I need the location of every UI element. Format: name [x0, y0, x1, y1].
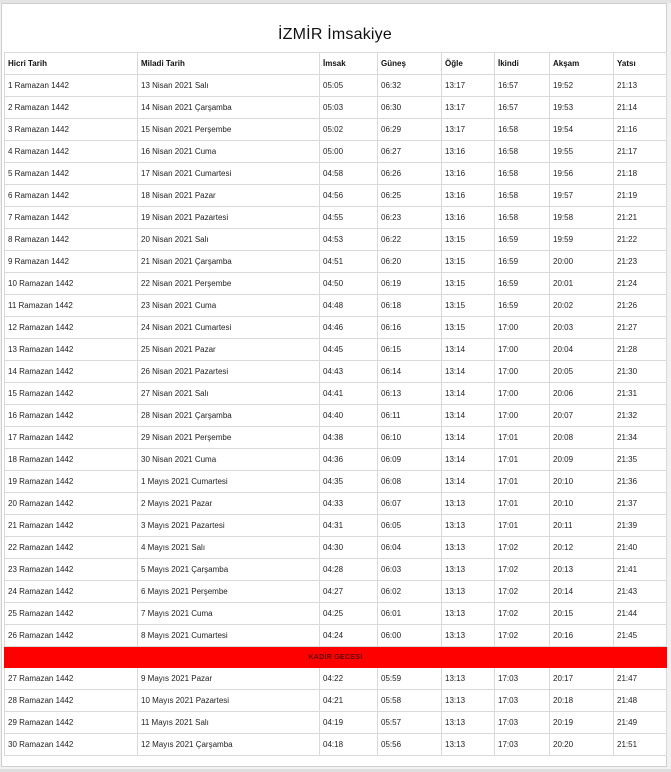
aksam-time-cell: 20:00 — [550, 251, 614, 273]
gunes-time-cell: 06:26 — [378, 163, 442, 185]
ikindi-time-cell: 17:03 — [495, 734, 550, 756]
yatsi-time-cell: 21:34 — [614, 427, 667, 449]
ogle-time-cell: 13:16 — [442, 185, 495, 207]
aksam-time-cell: 20:20 — [550, 734, 614, 756]
column-header-ogle: Öğle — [442, 53, 495, 75]
yatsi-time-cell: 21:14 — [614, 97, 667, 119]
aksam-time-cell: 20:15 — [550, 603, 614, 625]
aksam-time-cell: 20:18 — [550, 690, 614, 712]
yatsi-time-cell: 21:48 — [614, 690, 667, 712]
imsak-time-cell: 04:18 — [320, 734, 378, 756]
table-row — [5, 668, 667, 690]
ikindi-time-cell: 17:01 — [495, 471, 550, 493]
ogle-time-cell: 13:13 — [442, 515, 495, 537]
hicri-date-cell: 25 Ramazan 1442 — [5, 603, 138, 625]
aksam-time-cell: 19:56 — [550, 163, 614, 185]
gunes-time-cell: 06:27 — [378, 141, 442, 163]
aksam-time-cell: 20:19 — [550, 712, 614, 734]
ikindi-time-cell: 16:58 — [495, 207, 550, 229]
ogle-time-cell: 13:16 — [442, 163, 495, 185]
table-row — [5, 141, 667, 163]
yatsi-time-cell: 21:39 — [614, 515, 667, 537]
imsak-time-cell: 04:24 — [320, 625, 378, 647]
table-row — [5, 603, 667, 625]
imsak-time-cell: 05:02 — [320, 119, 378, 141]
miladi-date-cell: 25 Nisan 2021 Pazar — [138, 339, 320, 361]
gunes-time-cell: 06:02 — [378, 581, 442, 603]
column-header-yatsi: Yatsı — [614, 53, 667, 75]
gunes-time-cell: 05:58 — [378, 690, 442, 712]
imsak-time-cell: 04:55 — [320, 207, 378, 229]
page-title: İZMİR İmsakiye — [278, 26, 392, 43]
gunes-time-cell: 06:20 — [378, 251, 442, 273]
imsak-time-cell: 05:05 — [320, 75, 378, 97]
ogle-time-cell: 13:14 — [442, 427, 495, 449]
table-row — [5, 625, 667, 647]
ikindi-time-cell: 16:59 — [495, 295, 550, 317]
gunes-time-cell: 06:25 — [378, 185, 442, 207]
ikindi-time-cell: 16:59 — [495, 229, 550, 251]
hicri-date-cell: 11 Ramazan 1442 — [5, 295, 138, 317]
ogle-time-cell: 13:14 — [442, 405, 495, 427]
ikindi-time-cell: 17:00 — [495, 317, 550, 339]
miladi-date-cell: 24 Nisan 2021 Cumartesi — [138, 317, 320, 339]
table-row — [5, 97, 667, 119]
gunes-time-cell: 06:05 — [378, 515, 442, 537]
aksam-time-cell: 20:17 — [550, 668, 614, 690]
ikindi-time-cell: 17:03 — [495, 690, 550, 712]
aksam-time-cell: 20:10 — [550, 471, 614, 493]
table-row — [5, 734, 667, 756]
ogle-time-cell: 13:17 — [442, 119, 495, 141]
gunes-time-cell: 05:56 — [378, 734, 442, 756]
ogle-time-cell: 13:13 — [442, 625, 495, 647]
table-row — [5, 581, 667, 603]
imsak-time-cell: 04:43 — [320, 361, 378, 383]
miladi-date-cell: 19 Nisan 2021 Pazartesi — [138, 207, 320, 229]
aksam-time-cell: 20:04 — [550, 339, 614, 361]
table-row — [5, 339, 667, 361]
miladi-date-cell: 23 Nisan 2021 Cuma — [138, 295, 320, 317]
ikindi-time-cell: 16:57 — [495, 75, 550, 97]
imsak-time-cell: 04:56 — [320, 185, 378, 207]
imsak-time-cell: 04:41 — [320, 383, 378, 405]
hicri-date-cell: 17 Ramazan 1442 — [5, 427, 138, 449]
ogle-time-cell: 13:16 — [442, 207, 495, 229]
gunes-time-cell: 06:00 — [378, 625, 442, 647]
yatsi-time-cell: 21:45 — [614, 625, 667, 647]
yatsi-time-cell: 21:24 — [614, 273, 667, 295]
aksam-time-cell: 19:52 — [550, 75, 614, 97]
table-row — [5, 75, 667, 97]
ogle-time-cell: 13:13 — [442, 712, 495, 734]
imsak-time-cell: 04:30 — [320, 537, 378, 559]
table-row — [5, 251, 667, 273]
ikindi-time-cell: 17:00 — [495, 383, 550, 405]
ogle-time-cell: 13:13 — [442, 581, 495, 603]
ogle-time-cell: 13:17 — [442, 75, 495, 97]
yatsi-time-cell: 21:32 — [614, 405, 667, 427]
miladi-date-cell: 15 Nisan 2021 Perşembe — [138, 119, 320, 141]
hicri-date-cell: 3 Ramazan 1442 — [5, 119, 138, 141]
gunes-time-cell: 06:29 — [378, 119, 442, 141]
column-header-ikindi: İkindi — [495, 53, 550, 75]
yatsi-time-cell: 21:28 — [614, 339, 667, 361]
miladi-date-cell: 7 Mayıs 2021 Cuma — [138, 603, 320, 625]
ogle-time-cell: 13:13 — [442, 559, 495, 581]
ikindi-time-cell: 16:59 — [495, 273, 550, 295]
miladi-date-cell: 4 Mayıs 2021 Salı — [138, 537, 320, 559]
imsak-time-cell: 05:03 — [320, 97, 378, 119]
imsak-time-cell: 04:45 — [320, 339, 378, 361]
aksam-time-cell: 19:54 — [550, 119, 614, 141]
aksam-time-cell: 19:58 — [550, 207, 614, 229]
yatsi-time-cell: 21:13 — [614, 75, 667, 97]
miladi-date-cell: 26 Nisan 2021 Pazartesi — [138, 361, 320, 383]
table-row — [5, 383, 667, 405]
hicri-date-cell: 28 Ramazan 1442 — [5, 690, 138, 712]
hicri-date-cell: 23 Ramazan 1442 — [5, 559, 138, 581]
table-row — [5, 361, 667, 383]
hicri-date-cell: 30 Ramazan 1442 — [5, 734, 138, 756]
imsak-time-cell: 04:27 — [320, 581, 378, 603]
miladi-date-cell: 11 Mayıs 2021 Salı — [138, 712, 320, 734]
gunes-time-cell: 06:10 — [378, 427, 442, 449]
ikindi-time-cell: 17:02 — [495, 603, 550, 625]
ogle-time-cell: 13:14 — [442, 361, 495, 383]
imsak-time-cell: 05:00 — [320, 141, 378, 163]
yatsi-time-cell: 21:30 — [614, 361, 667, 383]
yatsi-time-cell: 21:37 — [614, 493, 667, 515]
table-row — [5, 471, 667, 493]
miladi-date-cell: 21 Nisan 2021 Çarşamba — [138, 251, 320, 273]
ikindi-time-cell: 17:02 — [495, 625, 550, 647]
hicri-date-cell: 16 Ramazan 1442 — [5, 405, 138, 427]
yatsi-time-cell: 21:23 — [614, 251, 667, 273]
hicri-date-cell: 13 Ramazan 1442 — [5, 339, 138, 361]
ogle-time-cell: 13:15 — [442, 317, 495, 339]
miladi-date-cell: 30 Nisan 2021 Cuma — [138, 449, 320, 471]
hicri-date-cell: 9 Ramazan 1442 — [5, 251, 138, 273]
hicri-date-cell: 15 Ramazan 1442 — [5, 383, 138, 405]
gunes-time-cell: 06:01 — [378, 603, 442, 625]
miladi-date-cell: 20 Nisan 2021 Salı — [138, 229, 320, 251]
ikindi-time-cell: 17:03 — [495, 712, 550, 734]
miladi-date-cell: 5 Mayıs 2021 Çarşamba — [138, 559, 320, 581]
imsak-time-cell: 04:25 — [320, 603, 378, 625]
aksam-time-cell: 20:10 — [550, 493, 614, 515]
ikindi-time-cell: 17:03 — [495, 668, 550, 690]
miladi-date-cell: 1 Mayıs 2021 Cumartesi — [138, 471, 320, 493]
ogle-time-cell: 13:13 — [442, 537, 495, 559]
hicri-date-cell: 29 Ramazan 1442 — [5, 712, 138, 734]
table-row — [5, 449, 667, 471]
miladi-date-cell: 27 Nisan 2021 Salı — [138, 383, 320, 405]
ikindi-time-cell: 17:00 — [495, 339, 550, 361]
ogle-time-cell: 13:13 — [442, 690, 495, 712]
aksam-time-cell: 20:11 — [550, 515, 614, 537]
table-row — [5, 427, 667, 449]
aksam-time-cell: 19:59 — [550, 229, 614, 251]
aksam-time-cell: 20:07 — [550, 405, 614, 427]
gunes-time-cell: 06:07 — [378, 493, 442, 515]
yatsi-time-cell: 21:35 — [614, 449, 667, 471]
aksam-time-cell: 20:12 — [550, 537, 614, 559]
ogle-time-cell: 13:13 — [442, 603, 495, 625]
table-row — [5, 119, 667, 141]
ikindi-time-cell: 17:01 — [495, 515, 550, 537]
imsak-time-cell: 04:38 — [320, 427, 378, 449]
hicri-date-cell: 24 Ramazan 1442 — [5, 581, 138, 603]
ikindi-time-cell: 16:59 — [495, 251, 550, 273]
imsak-time-cell: 04:33 — [320, 493, 378, 515]
ikindi-time-cell: 16:58 — [495, 185, 550, 207]
hicri-date-cell: 19 Ramazan 1442 — [5, 471, 138, 493]
hicri-date-cell: 12 Ramazan 1442 — [5, 317, 138, 339]
aksam-time-cell: 20:02 — [550, 295, 614, 317]
column-header-hicri: Hicri Tarih — [5, 53, 138, 75]
table-body — [5, 75, 667, 756]
miladi-date-cell: 16 Nisan 2021 Cuma — [138, 141, 320, 163]
hicri-date-cell: 18 Ramazan 1442 — [5, 449, 138, 471]
ogle-time-cell: 13:13 — [442, 734, 495, 756]
miladi-date-cell: 29 Nisan 2021 Perşembe — [138, 427, 320, 449]
hicri-date-cell: 2 Ramazan 1442 — [5, 97, 138, 119]
miladi-date-cell: 17 Nisan 2021 Cumartesi — [138, 163, 320, 185]
aksam-time-cell: 19:55 — [550, 141, 614, 163]
gunes-time-cell: 05:57 — [378, 712, 442, 734]
aksam-time-cell: 19:53 — [550, 97, 614, 119]
yatsi-time-cell: 21:21 — [614, 207, 667, 229]
ikindi-time-cell: 16:58 — [495, 141, 550, 163]
ogle-time-cell: 13:14 — [442, 449, 495, 471]
aksam-time-cell: 20:05 — [550, 361, 614, 383]
ogle-time-cell: 13:15 — [442, 295, 495, 317]
ikindi-time-cell: 17:01 — [495, 449, 550, 471]
table-row — [5, 163, 667, 185]
gunes-time-cell: 06:19 — [378, 273, 442, 295]
ogle-time-cell: 13:14 — [442, 471, 495, 493]
table-row — [5, 690, 667, 712]
ogle-time-cell: 13:14 — [442, 383, 495, 405]
hicri-date-cell: 27 Ramazan 1442 — [5, 668, 138, 690]
hicri-date-cell: 5 Ramazan 1442 — [5, 163, 138, 185]
imsak-time-cell: 04:40 — [320, 405, 378, 427]
gunes-time-cell: 06:23 — [378, 207, 442, 229]
ikindi-time-cell: 17:01 — [495, 493, 550, 515]
imsak-time-cell: 04:31 — [320, 515, 378, 537]
hicri-date-cell: 20 Ramazan 1442 — [5, 493, 138, 515]
hicri-date-cell: 14 Ramazan 1442 — [5, 361, 138, 383]
imsak-time-cell: 04:36 — [320, 449, 378, 471]
ikindi-time-cell: 16:58 — [495, 163, 550, 185]
ogle-time-cell: 13:15 — [442, 251, 495, 273]
yatsi-time-cell: 21:47 — [614, 668, 667, 690]
yatsi-time-cell: 21:43 — [614, 581, 667, 603]
imsak-time-cell: 04:35 — [320, 471, 378, 493]
ikindi-time-cell: 16:57 — [495, 97, 550, 119]
table-row — [5, 295, 667, 317]
ogle-time-cell: 13:16 — [442, 141, 495, 163]
imsakiye-page — [1, 3, 667, 767]
gunes-time-cell: 06:15 — [378, 339, 442, 361]
imsak-time-cell: 04:58 — [320, 163, 378, 185]
imsak-time-cell: 04:51 — [320, 251, 378, 273]
table-row — [5, 493, 667, 515]
imsak-time-cell: 04:28 — [320, 559, 378, 581]
miladi-date-cell: 6 Mayıs 2021 Perşembe — [138, 581, 320, 603]
kadir-gecesi-label: KADİR GECESİ — [5, 647, 667, 668]
ogle-time-cell: 13:13 — [442, 493, 495, 515]
miladi-date-cell: 10 Mayıs 2021 Pazartesi — [138, 690, 320, 712]
miladi-date-cell: 18 Nisan 2021 Pazar — [138, 185, 320, 207]
miladi-date-cell: 9 Mayıs 2021 Pazar — [138, 668, 320, 690]
gunes-time-cell: 06:03 — [378, 559, 442, 581]
imsak-time-cell: 04:48 — [320, 295, 378, 317]
gunes-time-cell: 06:18 — [378, 295, 442, 317]
yatsi-time-cell: 21:16 — [614, 119, 667, 141]
miladi-date-cell: 28 Nisan 2021 Çarşamba — [138, 405, 320, 427]
hicri-date-cell: 26 Ramazan 1442 — [5, 625, 138, 647]
aksam-time-cell: 20:01 — [550, 273, 614, 295]
ogle-time-cell: 13:17 — [442, 97, 495, 119]
aksam-time-cell: 20:06 — [550, 383, 614, 405]
miladi-date-cell: 14 Nisan 2021 Çarşamba — [138, 97, 320, 119]
miladi-date-cell: 22 Nisan 2021 Perşembe — [138, 273, 320, 295]
gunes-time-cell: 06:13 — [378, 383, 442, 405]
miladi-date-cell: 3 Mayıs 2021 Pazartesi — [138, 515, 320, 537]
table-row — [5, 405, 667, 427]
yatsi-time-cell: 21:41 — [614, 559, 667, 581]
table-row — [5, 273, 667, 295]
gunes-time-cell: 06:11 — [378, 405, 442, 427]
gunes-time-cell: 06:08 — [378, 471, 442, 493]
miladi-date-cell: 13 Nisan 2021 Salı — [138, 75, 320, 97]
yatsi-time-cell: 21:49 — [614, 712, 667, 734]
ikindi-time-cell: 17:02 — [495, 581, 550, 603]
yatsi-time-cell: 21:27 — [614, 317, 667, 339]
aksam-time-cell: 19:57 — [550, 185, 614, 207]
imsakiye-table — [4, 52, 667, 756]
ogle-time-cell: 13:15 — [442, 229, 495, 251]
ogle-time-cell: 13:15 — [442, 273, 495, 295]
hicri-date-cell: 10 Ramazan 1442 — [5, 273, 138, 295]
ogle-time-cell: 13:14 — [442, 339, 495, 361]
column-header-aksam: Akşam — [550, 53, 614, 75]
hicri-date-cell: 8 Ramazan 1442 — [5, 229, 138, 251]
hicri-date-cell: 21 Ramazan 1442 — [5, 515, 138, 537]
ogle-time-cell: 13:13 — [442, 668, 495, 690]
gunes-time-cell: 06:04 — [378, 537, 442, 559]
hicri-date-cell: 6 Ramazan 1442 — [5, 185, 138, 207]
aksam-time-cell: 20:03 — [550, 317, 614, 339]
ikindi-time-cell: 17:02 — [495, 559, 550, 581]
ikindi-time-cell: 17:02 — [495, 537, 550, 559]
yatsi-time-cell: 21:19 — [614, 185, 667, 207]
table-row — [5, 185, 667, 207]
column-header-imsak: İmsak — [320, 53, 378, 75]
imsak-time-cell: 04:21 — [320, 690, 378, 712]
imsak-time-cell: 04:53 — [320, 229, 378, 251]
yatsi-time-cell: 21:51 — [614, 734, 667, 756]
miladi-date-cell: 8 Mayıs 2021 Cumartesi — [138, 625, 320, 647]
table-header-row — [5, 53, 667, 75]
yatsi-time-cell: 21:18 — [614, 163, 667, 185]
yatsi-time-cell: 21:44 — [614, 603, 667, 625]
gunes-time-cell: 05:59 — [378, 668, 442, 690]
yatsi-time-cell: 21:22 — [614, 229, 667, 251]
ikindi-time-cell: 16:58 — [495, 119, 550, 141]
table-row — [5, 229, 667, 251]
aksam-time-cell: 20:08 — [550, 427, 614, 449]
imsak-time-cell: 04:19 — [320, 712, 378, 734]
kadir-gecesi-row — [5, 647, 667, 668]
ikindi-time-cell: 17:00 — [495, 405, 550, 427]
yatsi-time-cell: 21:40 — [614, 537, 667, 559]
aksam-time-cell: 20:14 — [550, 581, 614, 603]
miladi-date-cell: 12 Mayıs 2021 Çarşamba — [138, 734, 320, 756]
gunes-time-cell: 06:22 — [378, 229, 442, 251]
imsak-time-cell: 04:22 — [320, 668, 378, 690]
hicri-date-cell: 4 Ramazan 1442 — [5, 141, 138, 163]
table-row — [5, 207, 667, 229]
imsak-time-cell: 04:46 — [320, 317, 378, 339]
imsak-time-cell: 04:50 — [320, 273, 378, 295]
aksam-time-cell: 20:13 — [550, 559, 614, 581]
table-row — [5, 559, 667, 581]
aksam-time-cell: 20:16 — [550, 625, 614, 647]
yatsi-time-cell: 21:36 — [614, 471, 667, 493]
yatsi-time-cell: 21:31 — [614, 383, 667, 405]
table-row — [5, 537, 667, 559]
aksam-time-cell: 20:09 — [550, 449, 614, 471]
column-header-miladi: Miladi Tarih — [138, 53, 320, 75]
gunes-time-cell: 06:09 — [378, 449, 442, 471]
table-row — [5, 515, 667, 537]
table-row — [5, 712, 667, 734]
gunes-time-cell: 06:16 — [378, 317, 442, 339]
yatsi-time-cell: 21:26 — [614, 295, 667, 317]
gunes-time-cell: 06:14 — [378, 361, 442, 383]
ikindi-time-cell: 17:00 — [495, 361, 550, 383]
hicri-date-cell: 7 Ramazan 1442 — [5, 207, 138, 229]
hicri-date-cell: 1 Ramazan 1442 — [5, 75, 138, 97]
table-row — [5, 317, 667, 339]
miladi-date-cell: 2 Mayıs 2021 Pazar — [138, 493, 320, 515]
gunes-time-cell: 06:32 — [378, 75, 442, 97]
hicri-date-cell: 22 Ramazan 1442 — [5, 537, 138, 559]
gunes-time-cell: 06:30 — [378, 97, 442, 119]
ikindi-time-cell: 17:01 — [495, 427, 550, 449]
column-header-gunes: Güneş — [378, 53, 442, 75]
yatsi-time-cell: 21:17 — [614, 141, 667, 163]
